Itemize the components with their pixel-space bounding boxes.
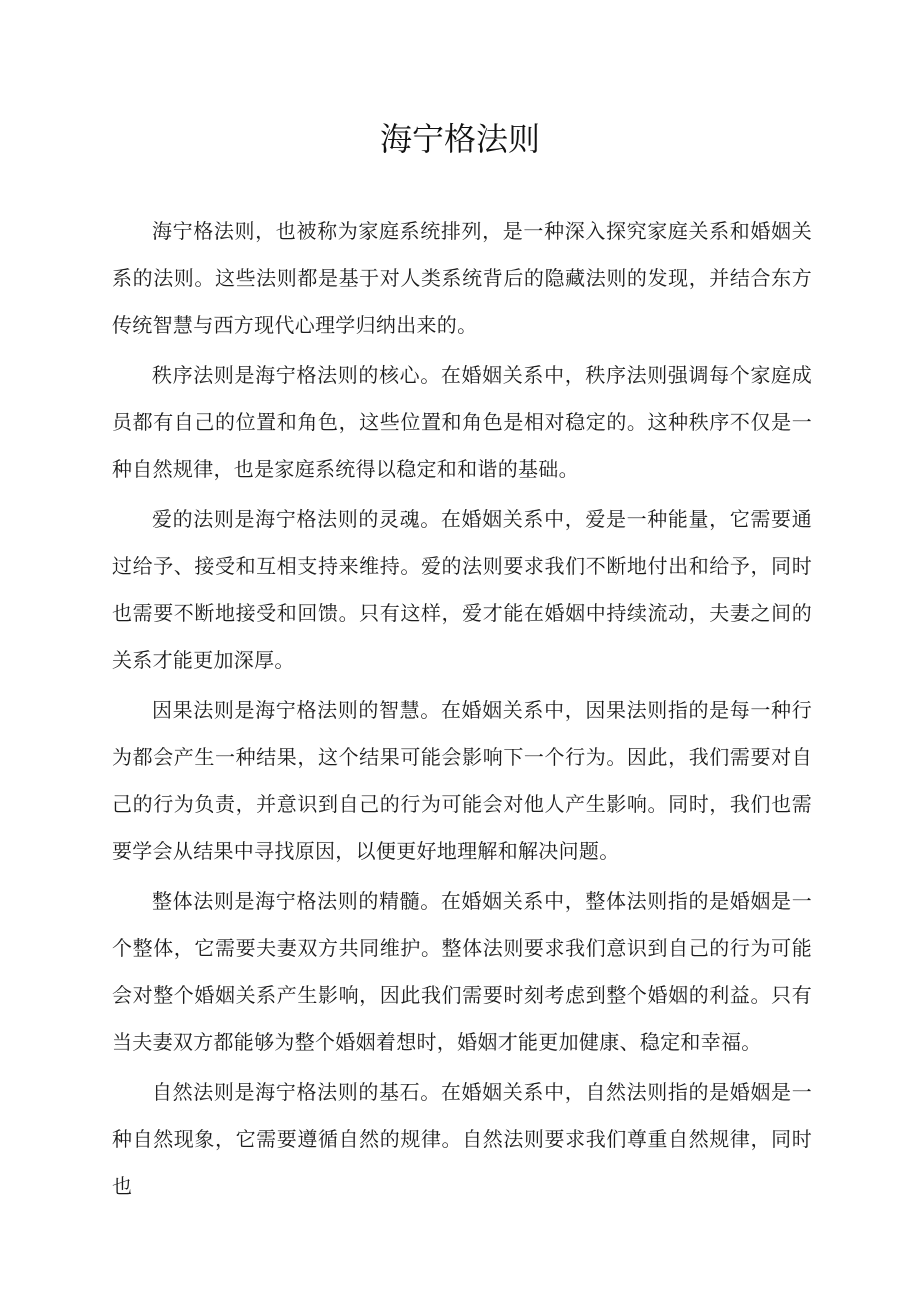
paragraph-whole-law: 整体法则是海宁格法则的精髓。在婚姻关系中，整体法则指的是婚姻是一个整体，它需要夫妻双方共同维护。整体法则要求我们意识到自己的行为可能会对整个婚姻关系产生影响，因此我们需要时刻考虑到整个婚姻的利益。只有当夫妻双方都能够为整个婚姻着想时，婚姻才能更加健康、稳定和幸福。	[112, 889, 812, 1054]
document-title: 海宁格法则	[379, 120, 540, 158]
paragraph-intro: 海宁格法则，也被称为家庭系统排列，是一种深入探究家庭关系和婚姻关系的法则。这些法则都是基于对人类系统背后的隐藏法则的发现，并结合东方传统智慧与西方现代心理学归纳出来的。	[112, 219, 812, 337]
paragraph-nature-law: 自然法则是海宁格法则的基石。在婚姻关系中，自然法则指的是婚姻是一种自然现象，它需要遵循自然的规律。自然法则要求我们尊重自然规律，同时也	[112, 1080, 812, 1198]
paragraph-cause-effect-law: 因果法则是海宁格法则的智慧。在婚姻关系中，因果法则指的是每一种行为都会产生一种结果，这个结果可能会影响下一个行为。因此，我们需要对自己的行为负责，并意识到自己的行为可能会对他人产生影响。同时，我们也需要学会从结果中寻找原因，以便更好地理解和解决问题。	[112, 698, 812, 863]
paragraph-order-law: 秩序法则是海宁格法则的核心。在婚姻关系中，秩序法则强调每个家庭成员都有自己的位置和角色，这些位置和角色是相对稳定的。这种秩序不仅是一种自然规律，也是家庭系统得以稳定和和谐的基础。	[112, 363, 812, 481]
paragraph-love-law: 爱的法则是海宁格法则的灵魂。在婚姻关系中，爱是一种能量，它需要通过给予、接受和互相支持来维持。爱的法则要求我们不断地付出和给予，同时也需要不断地接受和回馈。只有这样，爱才能在婚姻中持续流动，夫妻之间的关系才能更加深厚。	[112, 507, 812, 672]
document-body	[112, 208, 812, 1213]
